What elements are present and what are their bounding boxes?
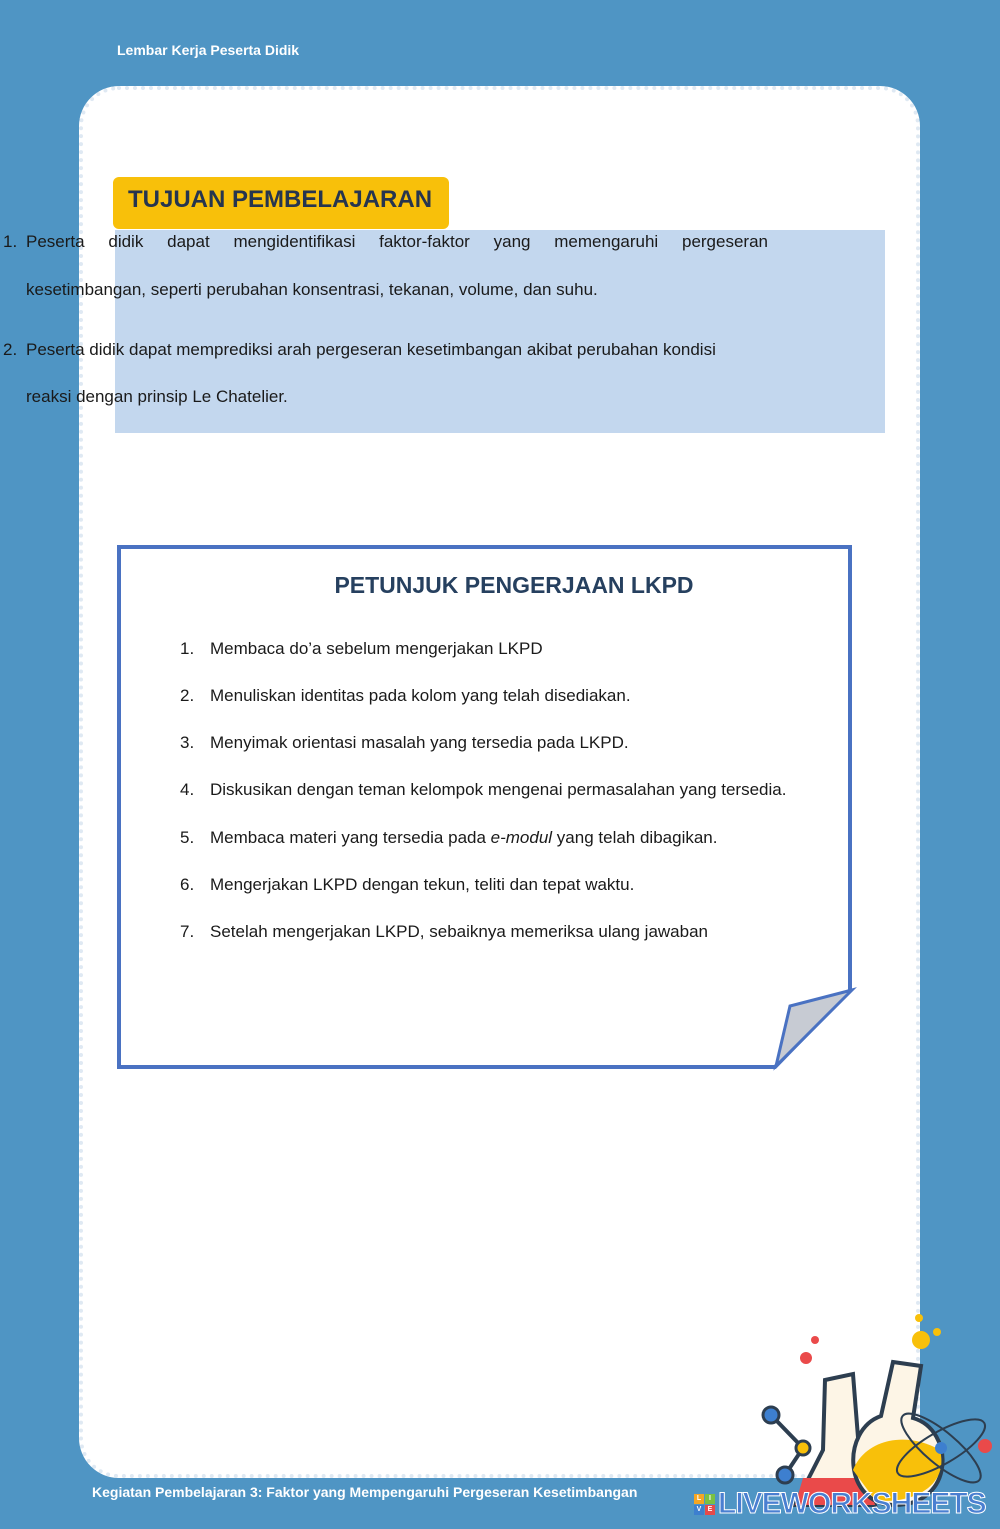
instruction-number: 6. [180,875,195,894]
instruction-text-part: yang telah dibagikan. [552,828,718,847]
instructions-title: PETUNJUK PENGERJAAN LKPD [334,572,694,598]
emodul-term: e-modul [490,828,553,847]
instruction-text [210,828,717,848]
atom-icon [978,1439,992,1453]
brand-letter: I [705,1494,715,1504]
goals-title: TUJUAN PEMBELAJARAN [113,177,449,229]
instructions-border [119,547,850,1067]
goal-text-line: Peserta didik dapat mengidentifikasi faktor-faktor yang memengaruhi pergeseran [26,232,768,251]
instruction-text-part: Membaca materi yang tersedia pada [210,828,491,847]
instruction-number: 5. [180,828,195,847]
instruction-number: 3. [180,733,195,752]
instruction-text: Membaca do’a sebelum mengerjakan LKPD [210,639,543,658]
bubble-icon [915,1314,923,1322]
instruction-number: 1. [180,639,195,658]
instruction-text: Setelah mengerjakan LKPD, sebaiknya memeriksa ulang jawaban [210,922,709,941]
molecule-icon [777,1467,793,1483]
brand-letter: E [705,1505,715,1515]
molecule-icon [763,1407,779,1423]
bubble-icon [811,1336,819,1344]
molecule-icon [796,1441,810,1455]
instruction-number: 2. [180,686,195,705]
instruction-text: Menuliskan identitas pada kolom yang telah disediakan. [210,686,631,705]
atom-icon [935,1442,947,1454]
instruction-number: 4. [180,780,195,799]
goal-number: 1. [3,232,18,251]
liveworksheets-logo [694,1487,986,1521]
footer-label: Kegiatan Pembelajaran 3: Faktor yang Mempengaruhi Pergeseran Kesetimbangan [92,1484,638,1500]
bubble-icon [800,1352,812,1364]
goal-text-line: reaksi dengan prinsip Le Chatelier. [26,387,288,406]
instruction-number: 7. [180,922,195,941]
instruction-text: Menyimak orientasi masalah yang tersedia pada LKPD. [210,733,629,752]
goal-text-line: Peserta didik dapat memprediksi arah pergeseran kesetimbangan akibat perubahan kondisi [26,340,716,359]
brand-letter: V [694,1505,704,1515]
goal-text-line: kesetimbangan, seperti perubahan konsentrasi, tekanan, volume, dan suhu. [26,280,598,299]
bubble-icon [912,1331,930,1349]
instruction-text: Diskusikan dengan teman kelompok mengenai permasalahan yang tersedia. [210,780,787,799]
bubble-icon [933,1328,941,1336]
instruction-text: Mengerjakan LKPD dengan tekun, teliti dan tepat waktu. [210,875,635,894]
brand-mark-icon [694,1494,715,1515]
goal-number: 2. [3,340,18,359]
brand-name: LIVEWORKSHEETS [718,1487,986,1520]
header-label: Lembar Kerja Peserta Didik [117,42,300,58]
brand-letter: L [694,1494,704,1504]
